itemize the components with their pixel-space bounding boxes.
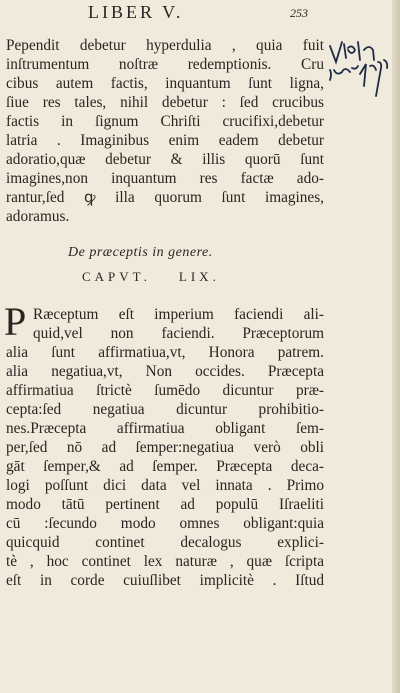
text-line: eſt in corde cuiuſlibet implicitè . Iſtud [6,572,324,589]
text-line: rantur,ſed ꝙ illa quorum ſunt imagines, [6,189,324,206]
text-line: alia negatiua,vt, Non occides. Præcepta [6,363,324,380]
text-line: adoramus. [6,208,70,225]
text-line: cibus autem factis, inquantum ſunt ligna, [6,75,324,92]
paragraph-1 [6,36,324,226]
text-line: nes.Præcepta affirmatiua obligant ſem- [6,420,324,437]
text-line: cepta:ſed negatiua dicuntur prohibitio- [6,401,324,418]
text-line: inſtrumentum noſtræ redemptionis. Cru [6,56,324,73]
text-line: imagines,non inquantum res factæ ado- [6,170,324,187]
text-line: Ræceptum eſt imperium faciendi ali- [33,306,324,323]
page-gutter [392,0,400,693]
text-line: adoratio,quæ debetur & illis quorū ſunt [6,151,324,168]
running-title: LIBER V. [88,2,184,22]
page-number: 253 [290,6,308,20]
text-line: modo tātū pertinent ad populū Iſraeliti [6,496,324,513]
chapter-heading [82,269,220,285]
drop-capital: P [4,299,27,344]
chapter-label: CAPVT. [82,269,151,284]
text-line: affirmatiua ſtrictè ſumēdo dicuntur præ- [6,382,324,399]
text-line: quid,vel non faciendi. Præceptorum [33,325,324,342]
text-line: quicquid continet decalogus explici- [6,534,324,551]
paragraph-2 [6,305,324,590]
handwritten-annotation [326,36,392,116]
text-line: logi poſſunt dici data vel innata . Primo [6,477,324,494]
running-header [0,2,330,24]
text-line: alia ſunt affirmatiua,vt, Honora patrem. [6,344,324,361]
chapter-number: LIX. [178,269,220,284]
text-line: tè , hoc continet lex naturæ , quæ ſcripta [6,553,324,570]
text-line: Pependit debetur hyperdulia , quia fuit [6,37,324,54]
text-line: factis in ſignum Chriſti crucifixi,debetur [6,113,324,130]
indented-lines [6,305,324,343]
text-line: cū :ſecundo modo omnes obligant:quia [6,515,324,532]
text-line: per,ſed nō ad ſemper:negatiua verò obli [6,439,324,456]
section-subheading: De præceptis in genere. [68,245,213,260]
text-line: ſiue res tales, nihil debetur : ſed crucibus [6,94,324,111]
text-line: latria . Imaginibus enim eadem debetur [6,132,324,149]
text-line: gāt ſemper,& ad ſemper. Præcepta deca- [6,458,324,475]
